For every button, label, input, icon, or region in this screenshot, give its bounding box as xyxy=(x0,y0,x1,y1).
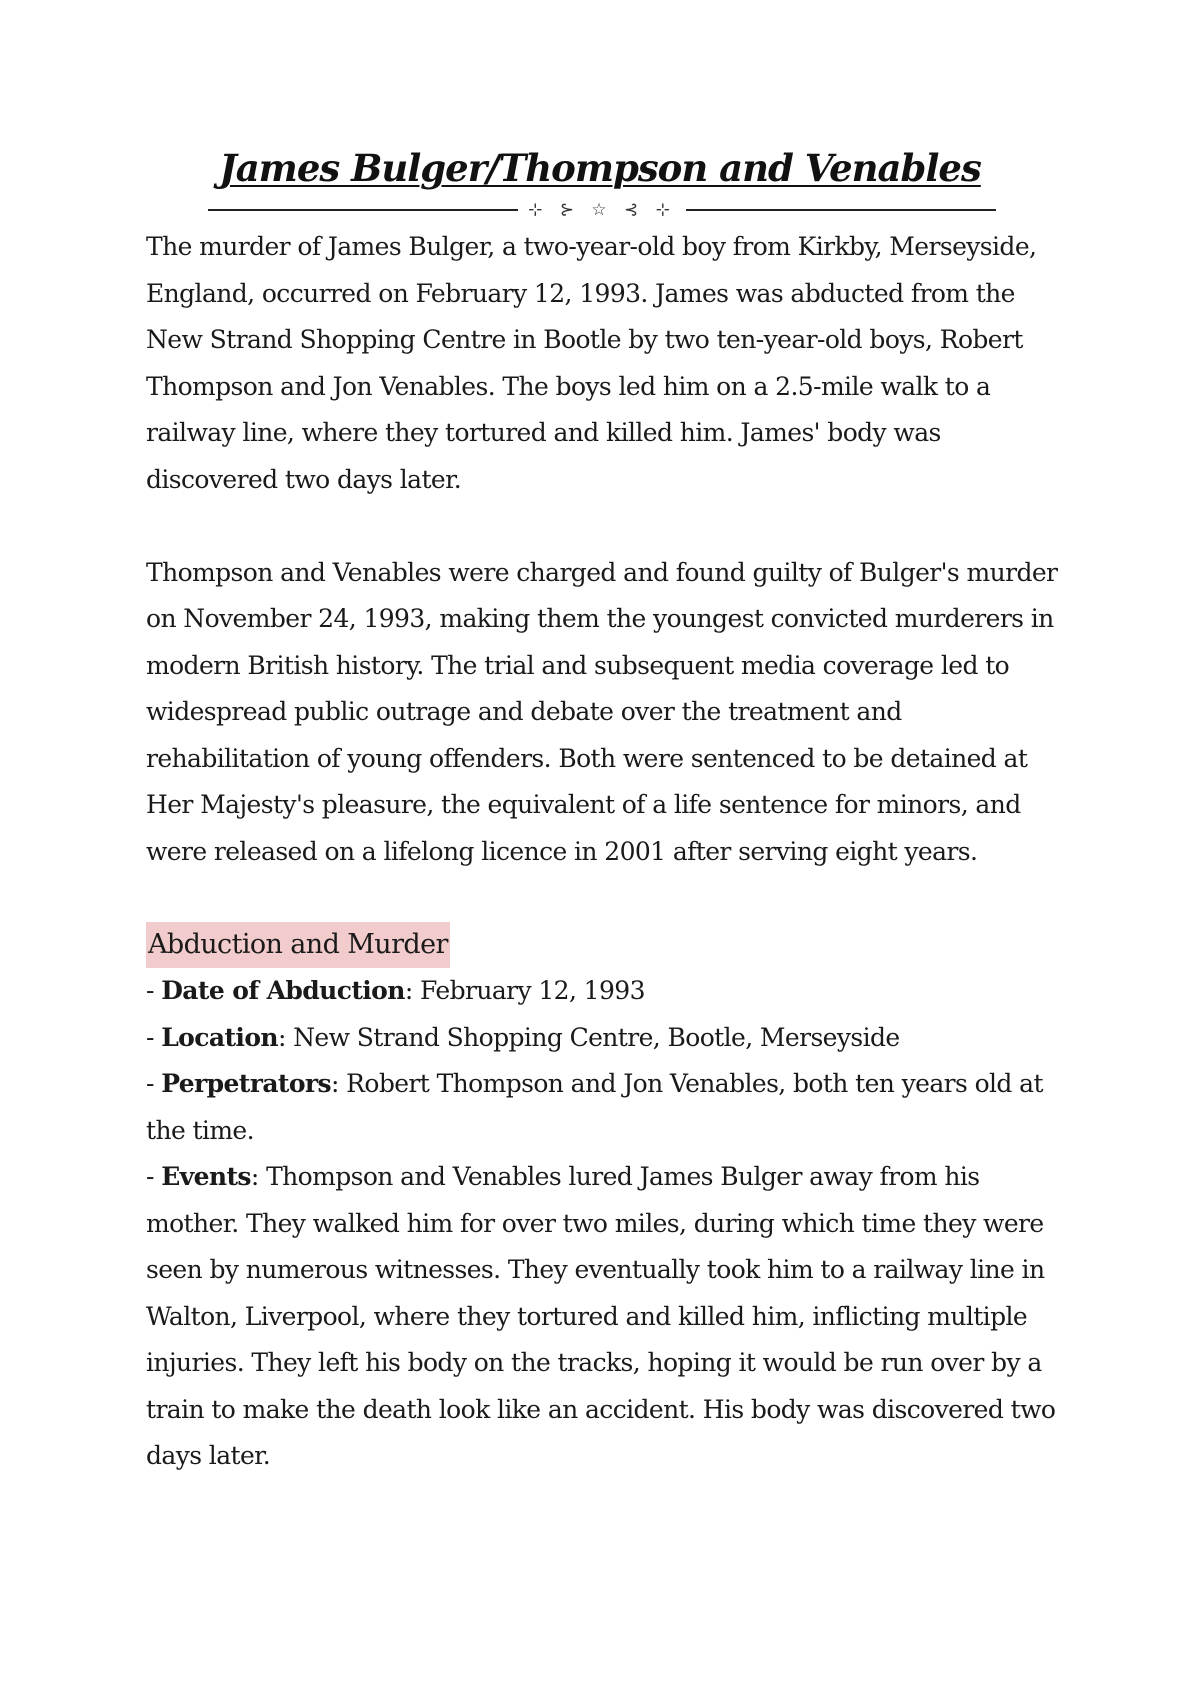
list-item-date xyxy=(146,968,1066,1015)
list-item-location xyxy=(146,1015,1066,1062)
section-abduction xyxy=(146,922,1066,1480)
divider-rule-right xyxy=(686,209,996,211)
list-item-events xyxy=(146,1154,1066,1480)
item-text: Robert Thompson and Jon Venables, both ten years old at the time. xyxy=(146,1069,1043,1145)
paragraph-spacer xyxy=(146,875,1066,922)
section-heading: Abduction and Murder xyxy=(146,922,450,968)
item-label: Date of Abduction xyxy=(161,976,405,1005)
item-label: Location xyxy=(161,1022,278,1052)
item-separator: : xyxy=(404,976,420,1005)
item-text: New Strand Shopping Centre, Bootle, Merseyside xyxy=(293,1022,900,1052)
document-body xyxy=(146,224,1066,1480)
item-prefix: - xyxy=(146,1022,162,1052)
item-prefix: - xyxy=(146,1069,162,1098)
item-separator: : xyxy=(277,1022,294,1052)
item-separator: : xyxy=(330,1069,347,1098)
divider-rule-left xyxy=(208,209,518,211)
star-ornament-icon: ⊹ ⊱ ☆ ⊰ ⊹ xyxy=(528,200,676,220)
item-prefix: - xyxy=(146,976,162,1005)
item-label: Events xyxy=(161,1162,251,1191)
paragraph-spacer xyxy=(146,503,1066,550)
verdict-paragraph: Thompson and Venables were charged and found guilty of Bulger's murder on November 24, 1993, making them the youngest convicted murderers in modern British history. The trial and subsequent media coverage led to widespread public outrage and debate over the treatment and rehabilitation of young offenders. Both were sentenced to be detained at Her Majesty's pleasure, the equivalent of a life sentence for minors, and were released on a lifelong licence in 2001 after serving eight years. xyxy=(146,557,1058,866)
intro-paragraph: The murder of James Bulger, a two-year-old boy from Kirkby, Merseyside, England, occurred on February 12, 1993. James was abducted from the New Strand Shopping Centre in Bootle by two ten-year-old boys, Robert Thompson and Jon Venables. The boys led him on a 2.5-mile walk to a railway line, where they tortured and killed him. James' body was discovered two days later. xyxy=(146,232,1037,494)
item-label: Perpetrators xyxy=(161,1069,331,1098)
list-item-perpetrators xyxy=(146,1061,1066,1154)
page-title: James Bulger/Thompson and Venables xyxy=(219,146,981,190)
title-divider xyxy=(208,196,996,224)
item-separator: : xyxy=(250,1162,267,1191)
item-text: February 12, 1993 xyxy=(420,976,645,1005)
item-prefix: - xyxy=(146,1162,162,1191)
item-text: Thompson and Venables lured James Bulger away from his mother. They walked him for over two miles, during which time they were seen by numerous witnesses. They eventually took him to a railway line in Walton, Liverpool, where they tortured and killed him, inflicting multiple injuries. They left his body on the tracks, hoping it would be run over by a train to make the death look like an accident. His body was discovered two days later. xyxy=(146,1162,1056,1470)
